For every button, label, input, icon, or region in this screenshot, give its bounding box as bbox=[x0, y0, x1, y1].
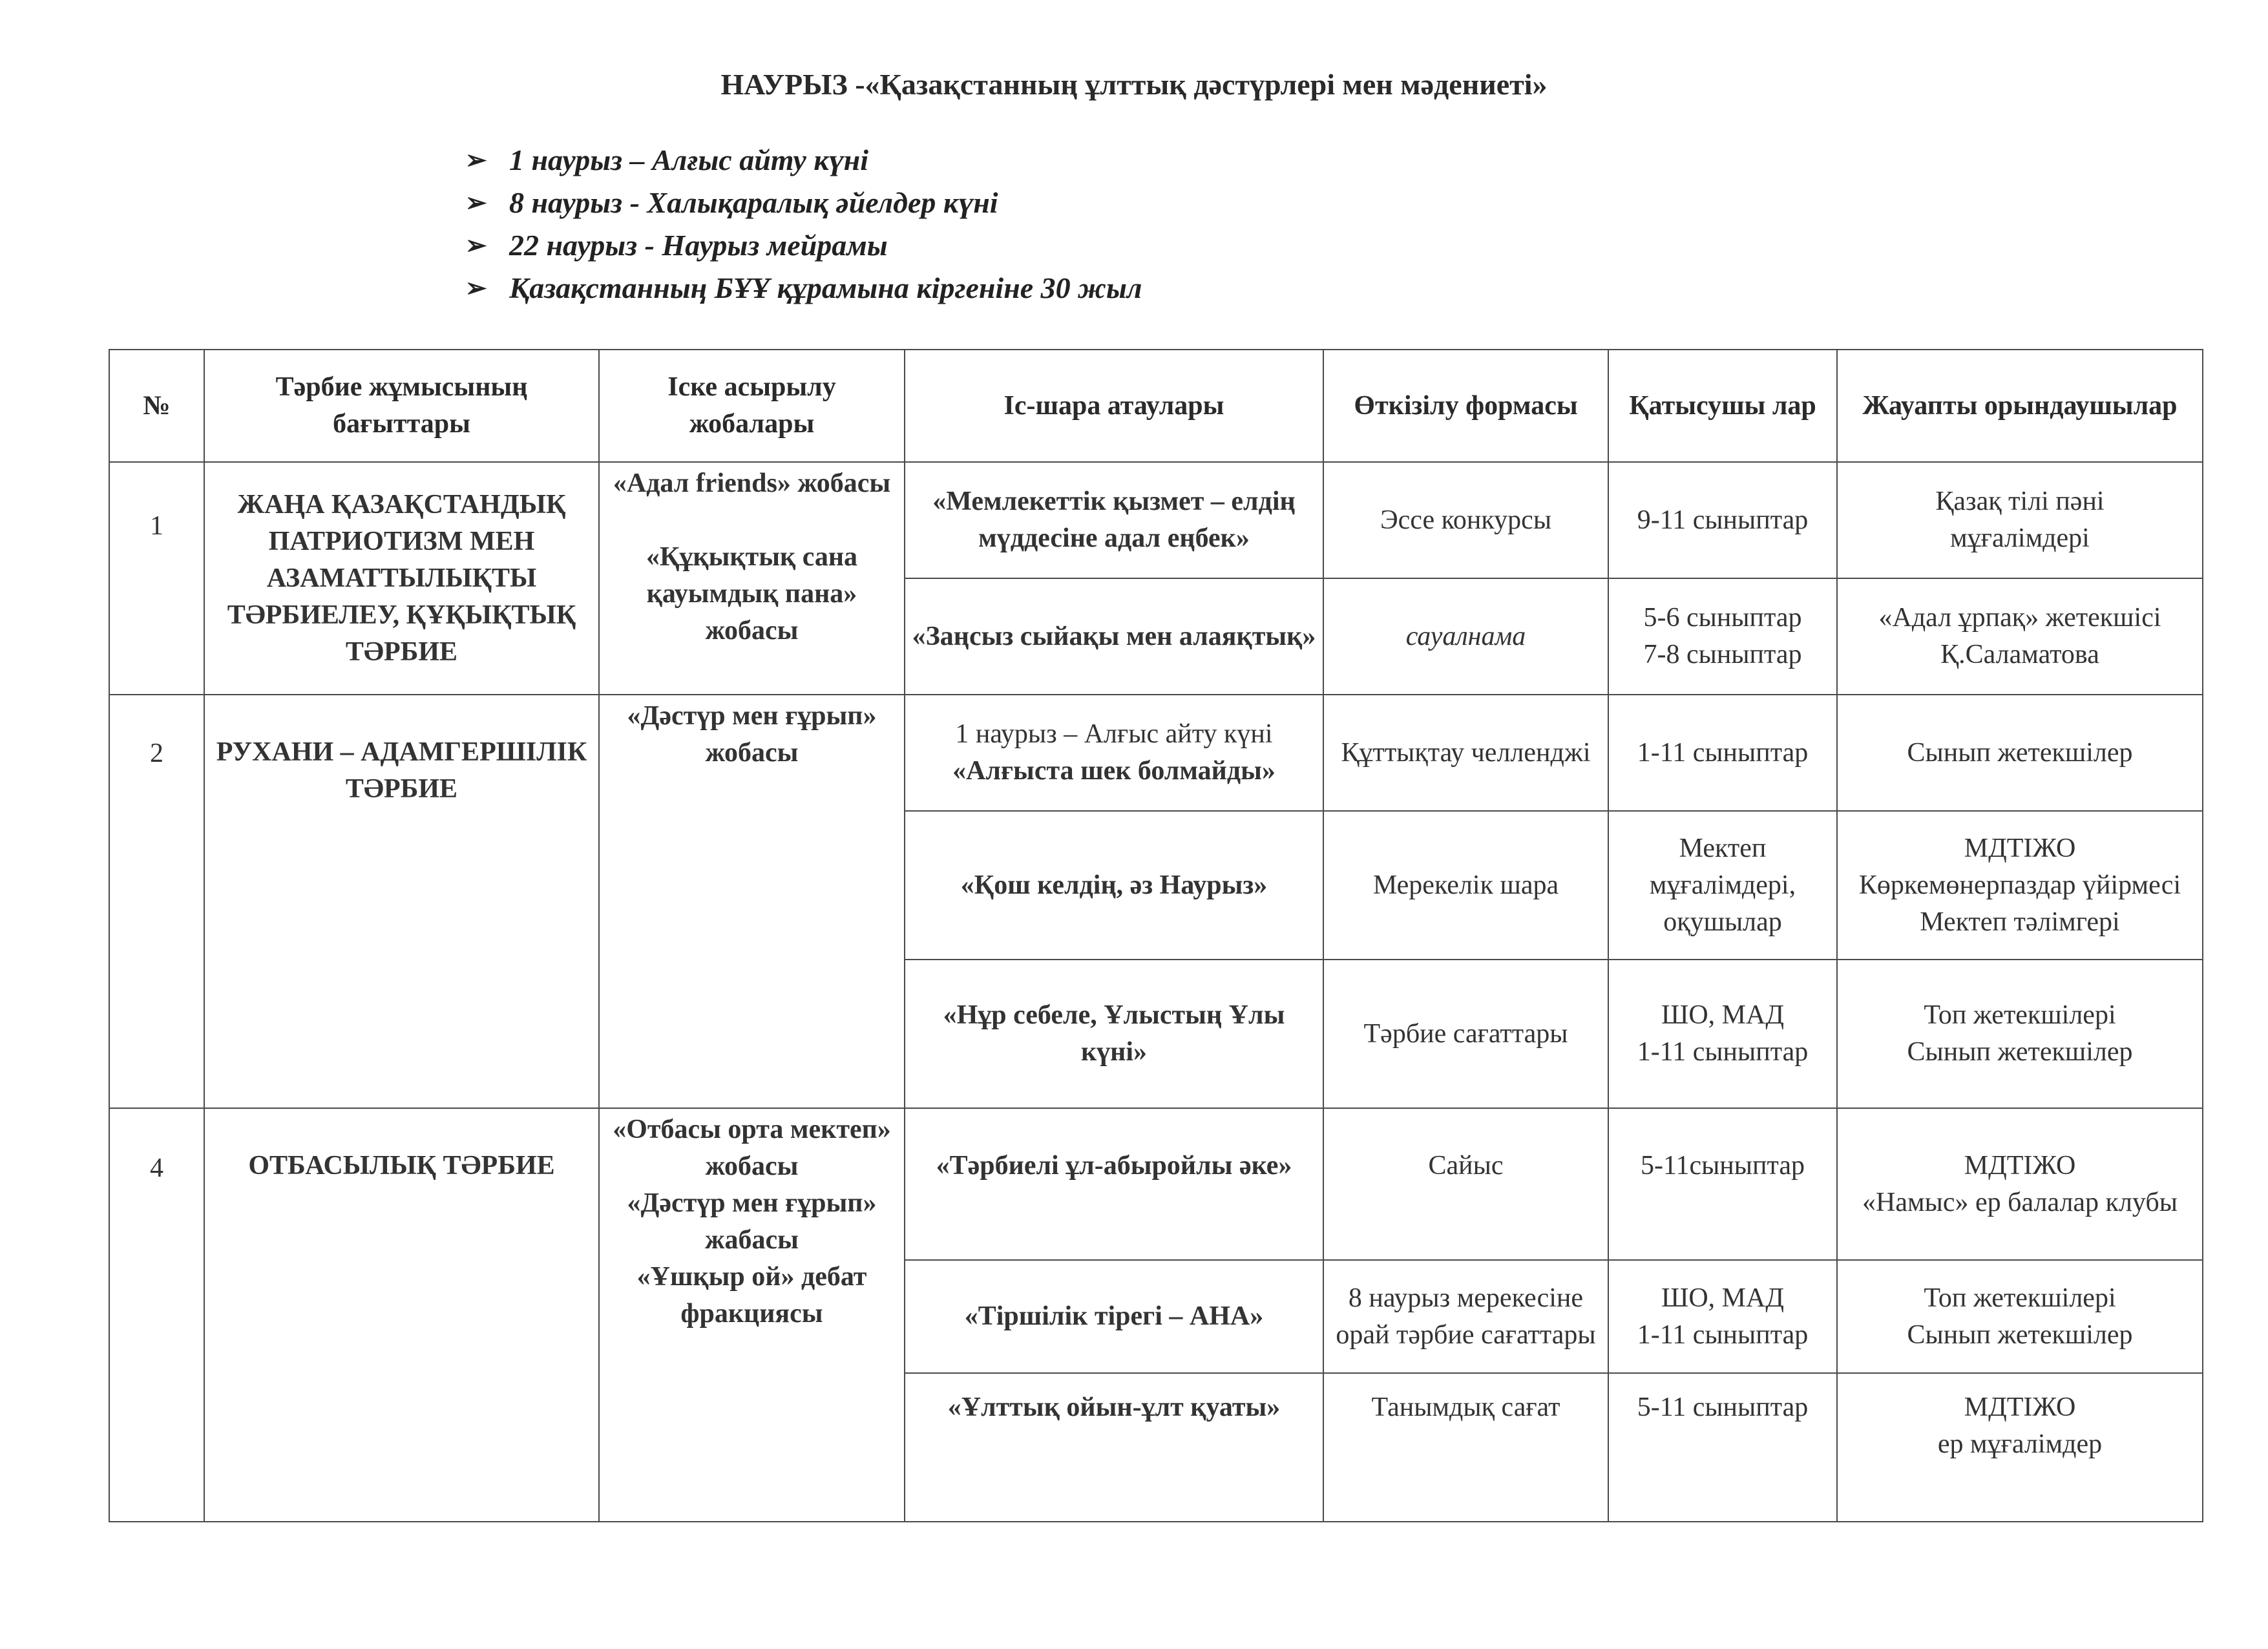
responsible-line: Топ жетекшілері bbox=[1924, 1000, 2116, 1030]
event-cell: «Нұр себеле, Ұлыстың Ұлы күні» bbox=[905, 960, 1323, 1108]
event-cell: «Тәрбиелі ұл-абыройлы әке» bbox=[905, 1108, 1323, 1260]
page-title: НАУРЫЗ -«Қазақстанның ұлттық дәстүрлері мен мәдениеті» bbox=[720, 68, 1548, 101]
responsible-line: МДТІЖО bbox=[1964, 833, 2076, 863]
participants-cell: Мектеп мұғалімдері, оқушылар bbox=[1608, 811, 1837, 960]
participants-cell: 1-11 сыныптар bbox=[1608, 695, 1837, 811]
project-cell bbox=[599, 1108, 905, 1522]
table-row bbox=[109, 695, 2203, 811]
bullet-text: 22 наурыз - Наурыз мейрамы bbox=[509, 229, 888, 262]
responsible-cell bbox=[1837, 960, 2203, 1108]
participants-line: ШО, МАД bbox=[1661, 1283, 1785, 1313]
responsible-cell bbox=[1837, 578, 2203, 695]
event-cell bbox=[905, 695, 1323, 811]
participants-cell bbox=[1608, 578, 1837, 695]
participants-cell: 5-11сыныптар bbox=[1608, 1108, 1837, 1260]
project-cell: «Дәстүр мен ғұрып» жобасы bbox=[599, 695, 905, 1108]
header-responsible: Жауапты орындаушылар bbox=[1837, 350, 2203, 462]
responsible-line: Сынып жетекшілер bbox=[1907, 1319, 2133, 1350]
responsible-cell: Сынып жетекшілер bbox=[1837, 695, 2203, 811]
event-cell: «Қош келдің, әз Наурыз» bbox=[905, 811, 1323, 960]
event-cell: «Заңсыз сыйақы мен алаяқтық» bbox=[905, 578, 1323, 695]
project-name: «Адал friends» жобасы bbox=[613, 468, 891, 498]
participants-cell: 9-11 сыныптар bbox=[1608, 462, 1837, 578]
participants-line: 7-8 сыныптар bbox=[1643, 640, 1802, 669]
row-number: 2 bbox=[109, 695, 204, 1108]
form-cell: Сайыс bbox=[1323, 1108, 1608, 1260]
event-cell: «Ұлттық ойын-ұлт қуаты» bbox=[905, 1373, 1323, 1522]
list-item bbox=[465, 267, 1142, 310]
row-number: 4 bbox=[109, 1108, 204, 1522]
responsible-line: Көркемөнерпаздар үйірмесі bbox=[1858, 870, 2181, 900]
responsible-line: мұғалімдері bbox=[1950, 523, 2090, 553]
bullet-text: 8 наурыз - Халықаралық әйелдер күні bbox=[509, 186, 998, 219]
project-name: «Отбасы орта мектеп» жобасы bbox=[613, 1115, 891, 1181]
table-row bbox=[109, 462, 2203, 578]
responsible-line: «Адал ұрпақ» жетекшісі bbox=[1878, 603, 2161, 633]
participants-cell: 5-11 сыныптар bbox=[1608, 1373, 1837, 1522]
event-line: 1 наурыз – Алғыс айту күні bbox=[955, 719, 1273, 749]
direction-cell: РУХАНИ – АДАМГЕРШІЛІК ТӘРБИЕ bbox=[204, 695, 599, 1108]
responsible-line: Топ жетекшілері bbox=[1924, 1283, 2116, 1313]
list-item bbox=[465, 182, 1142, 224]
form-cell: сауалнама bbox=[1323, 578, 1608, 695]
responsible-cell bbox=[1837, 462, 2203, 578]
list-item bbox=[465, 139, 1142, 182]
arrow-bullet-icon: ➢ bbox=[465, 273, 487, 302]
form-cell: 8 наурыз мерекесіне орай тәрбие сағаттары bbox=[1323, 1260, 1608, 1373]
responsible-line: «Намыс» ер балалар клубы bbox=[1862, 1188, 2178, 1217]
direction-cell: ОТБАСЫЛЫҚ ТӘРБИЕ bbox=[204, 1108, 599, 1522]
participants-line: 1-11 сыныптар bbox=[1637, 1319, 1809, 1350]
responsible-line: Қазақ тілі пәні bbox=[1935, 487, 2105, 516]
arrow-bullet-icon: ➢ bbox=[465, 188, 487, 217]
responsible-cell bbox=[1837, 811, 2203, 960]
header-participants: Қатысушы лар bbox=[1608, 350, 1837, 462]
project-cell bbox=[599, 462, 905, 695]
event-cell: «Тіршілік тірегі – АНА» bbox=[905, 1260, 1323, 1373]
header-form: Өткізілу формасы bbox=[1323, 350, 1608, 462]
list-item bbox=[465, 224, 1142, 267]
bullet-text: Қазақстанның БҰҰ құрамына кіргеніне 30 жыл bbox=[509, 271, 1142, 304]
activity-table bbox=[109, 349, 2203, 1522]
header-num: № bbox=[109, 350, 204, 462]
project-name: «Ұшқыр ой» дебат фракциясы bbox=[636, 1262, 867, 1329]
participants-line: ШО, МАД bbox=[1661, 1000, 1785, 1030]
responsible-line: МДТІЖО bbox=[1964, 1151, 2076, 1181]
participants-cell bbox=[1608, 960, 1837, 1108]
arrow-bullet-icon: ➢ bbox=[465, 231, 487, 260]
header-direction: Тәрбие жұмысының бағыттары bbox=[204, 350, 599, 462]
responsible-cell bbox=[1837, 1260, 2203, 1373]
table-row bbox=[109, 1108, 2203, 1260]
responsible-line: ер мұғалімдер bbox=[1937, 1429, 2103, 1459]
form-cell: Мерекелік шара bbox=[1323, 811, 1608, 960]
responsible-cell bbox=[1837, 1373, 2203, 1522]
form-cell: Танымдық сағат bbox=[1323, 1373, 1608, 1522]
responsible-line: Қ.Саламатова bbox=[1940, 640, 2099, 669]
header-project: Іске асырылу жобалары bbox=[599, 350, 905, 462]
responsible-line: МДТІЖО bbox=[1964, 1392, 2076, 1422]
header-event: Іс-шара атаулары bbox=[905, 350, 1323, 462]
row-number: 1 bbox=[109, 462, 204, 695]
responsible-line: Сынып жетекшілер bbox=[1907, 1037, 2133, 1067]
responsible-cell bbox=[1837, 1108, 2203, 1260]
arrow-bullet-icon: ➢ bbox=[465, 145, 487, 174]
form-cell: Эссе конкурсы bbox=[1323, 462, 1608, 578]
participants-line: 5-6 сыныптар bbox=[1643, 603, 1802, 633]
event-line: «Алғыста шек болмайды» bbox=[952, 756, 1276, 786]
dates-list bbox=[465, 139, 1142, 310]
project-name: «Дәстүр мен ғұрып» жабасы bbox=[627, 1188, 877, 1255]
participants-cell bbox=[1608, 1260, 1837, 1373]
form-cell: Тәрбие сағаттары bbox=[1323, 960, 1608, 1108]
participants-line: 1-11 сыныптар bbox=[1637, 1037, 1809, 1067]
responsible-line: Мектеп тәлімгері bbox=[1920, 907, 2120, 937]
event-cell: «Мемлекеттік қызмет – елдің мүддесіне адал еңбек» bbox=[905, 462, 1323, 578]
bullet-text: 1 наурыз – Алғыс айту күні bbox=[509, 143, 868, 176]
header-row bbox=[109, 350, 2203, 462]
project-name: «Құқықтық сана қауымдық пана» жобасы bbox=[646, 542, 858, 646]
form-cell: Құттықтау челленджі bbox=[1323, 695, 1608, 811]
direction-cell: ЖАҢА ҚАЗАҚСТАНДЫҚ ПАТРИОТИЗМ МЕН АЗАМАТТЫЛЫҚТЫ ТӘРБИЕЛЕУ, ҚҰҚЫҚТЫҚ ТӘРБИЕ bbox=[204, 462, 599, 695]
